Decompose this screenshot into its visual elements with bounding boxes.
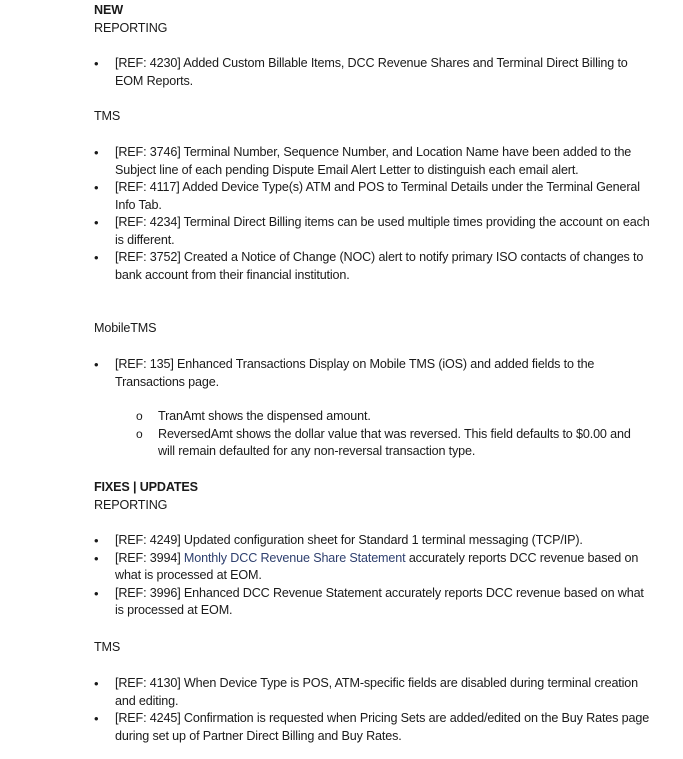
ref-tag: [REF: 4234] xyxy=(115,215,181,229)
item-text: Enhanced Transactions Display on Mobile TMS (iOS) and added fields to the Transactions page. xyxy=(115,357,595,389)
item-text: When Device Type is POS, ATM-specific fields are disabled during terminal creation and editing. xyxy=(115,676,639,708)
ref-tag: [REF: 4249] xyxy=(115,533,181,547)
fixes-reporting-list xyxy=(94,532,654,620)
list-item xyxy=(94,214,654,249)
subsection-title-tms: TMS xyxy=(94,640,121,654)
list-item xyxy=(94,550,654,585)
item-text: accurately reports DCC revenue based on what is processed at EOM. xyxy=(115,550,639,582)
ref-tag: [REF: 3746] xyxy=(115,145,181,159)
list-item xyxy=(94,532,654,550)
ref-tag: [REF: 4245] xyxy=(115,711,181,725)
list-item xyxy=(94,356,654,391)
new-mobiletms-list xyxy=(94,356,654,391)
list-item xyxy=(94,675,654,710)
item-text: Updated configuration sheet for Standard 1 terminal messaging (TCP/IP). xyxy=(180,533,583,547)
list-item xyxy=(94,710,654,745)
ref-tag: [REF: 3996] xyxy=(115,585,181,600)
list-item xyxy=(94,585,654,620)
list-item xyxy=(94,55,654,90)
section-title-fixes-updates: FIXES | UPDATES xyxy=(94,480,198,494)
new-reporting-list xyxy=(94,55,654,90)
item-text: Enhanced DCC Revenue Statement accurately reports DCC revenue based on what is processed at EOM. xyxy=(115,585,644,617)
section-title-new: NEW xyxy=(94,3,123,17)
item-text: Confirmation is requested when Pricing Sets are added/edited on the Buy Rates page during set up of Partner Direct Billing and Buy Rates. xyxy=(115,711,650,743)
fixes-tms-list xyxy=(94,675,654,745)
subsection-title-reporting: REPORTING xyxy=(94,21,168,35)
subsection-title-reporting: REPORTING xyxy=(94,498,168,512)
item-text: Terminal Number, Sequence Number, and Location Name have been added to the Subject line of each pending Dispute Email Alert Letter to distinguish each email alert. xyxy=(115,145,632,177)
ref-tag: [REF: 4117] xyxy=(115,180,180,194)
ref-tag: [REF: 3752] xyxy=(115,250,181,264)
item-text: Added Custom Billable Items, DCC Revenue Shares and Terminal Direct Billing to EOM Reports. xyxy=(115,56,628,88)
item-text: Added Device Type(s) ATM and POS to Terminal Details under the Terminal General Info Tab. xyxy=(115,180,640,212)
subsection-title-tms: TMS xyxy=(94,109,121,123)
ref-tag: [REF: 135] xyxy=(115,357,174,371)
item-text: Terminal Direct Billing items can be used multiple times providing the account on each is different. xyxy=(115,215,650,247)
sub-list-item: o TranAmt shows the dispensed amount. xyxy=(134,408,644,426)
ref-tag: [REF: 3994] xyxy=(115,550,181,565)
list-item xyxy=(94,144,654,179)
new-tms-list xyxy=(94,144,654,284)
ref-tag: [REF: 4130] xyxy=(115,676,181,690)
list-item xyxy=(94,249,654,284)
subsection-title-mobiletms: MobileTMS xyxy=(94,321,157,335)
statement-link[interactable]: Monthly DCC Revenue Share Statement xyxy=(180,550,406,565)
ref-tag: [REF: 4230] xyxy=(115,56,181,70)
mobiletms-sub-list xyxy=(134,408,644,461)
item-text: Created a Notice of Change (NOC) alert to notify primary ISO contacts of changes to bank account from their financial institution. xyxy=(115,250,644,282)
sub-list-item: o ReversedAmt shows the dollar value that was reversed. This field defaults to $0.00 and will remain defaulted for any non-reversal transaction type. xyxy=(134,426,644,461)
list-item xyxy=(94,179,654,214)
